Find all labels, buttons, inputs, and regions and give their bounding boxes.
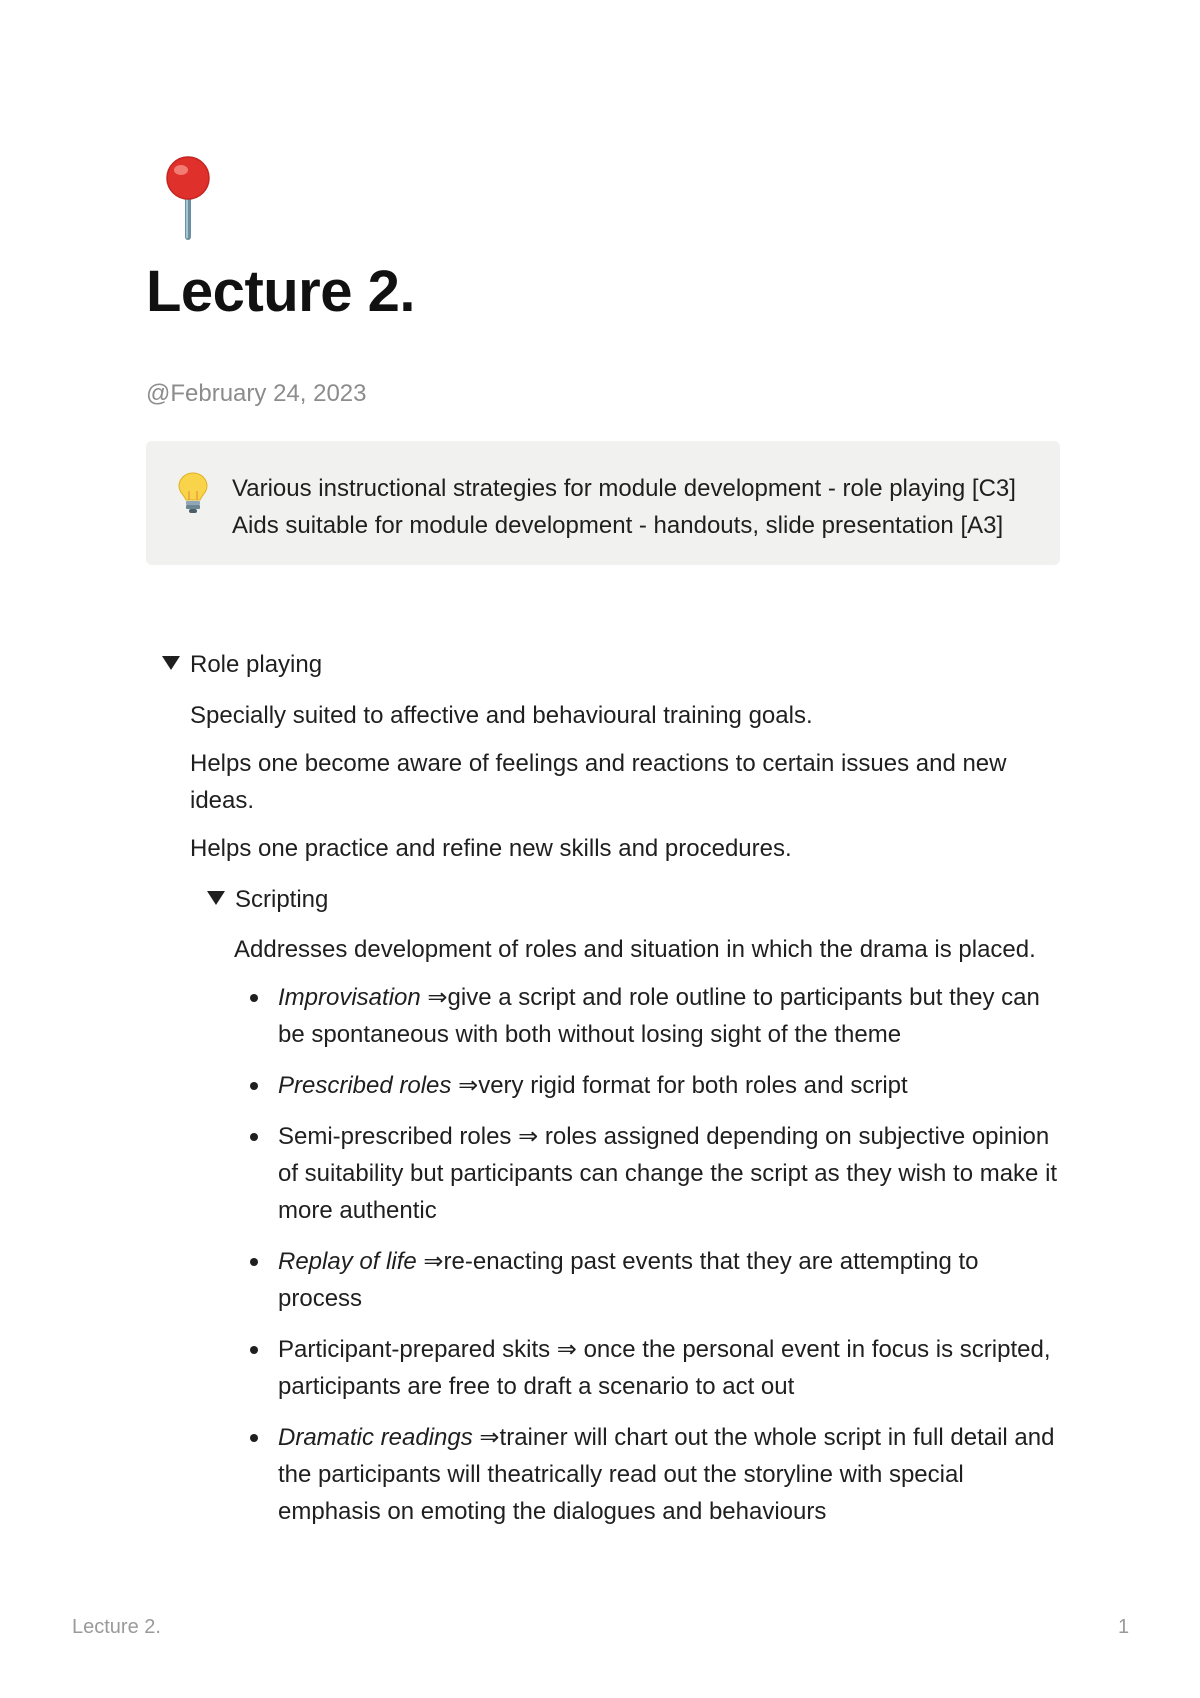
paragraph: Specially suited to affective and behavioural training goals.	[190, 702, 813, 729]
bullet-icon	[250, 1346, 258, 1354]
list-item	[278, 979, 1058, 1053]
arrow: ⇒	[458, 1072, 479, 1099]
callout-line: Aids suitable for module development - handouts, slide presentation [A3]	[232, 512, 1004, 539]
triangle-down-icon[interactable]	[162, 656, 180, 670]
date-property: @February 24, 2023	[146, 380, 367, 407]
item-term: Semi-prescribed roles	[278, 1123, 512, 1150]
arrow: ⇒	[479, 1424, 500, 1451]
arrow: ⇒	[427, 984, 448, 1011]
arrow: ⇒	[518, 1123, 539, 1150]
list-item	[278, 1118, 1058, 1229]
item-term: Participant-prepared skits	[278, 1336, 551, 1363]
item-desc: roles assigned depending on subjective opinion of suitability but participants can change the script as they wish to make it more authentic	[278, 1123, 1058, 1224]
light-bulb-icon	[176, 471, 210, 515]
callout-block	[146, 441, 1060, 565]
item-term: Improvisation	[278, 984, 421, 1011]
toggle-scripting[interactable]	[207, 886, 328, 914]
item-desc: trainer will chart out the whole script in full detail and the participants will theatrically read out the storyline with special emphasis on emoting the dialogues and behaviours	[278, 1424, 1055, 1525]
list-item	[278, 1331, 1058, 1405]
item-desc: once the personal event in focus is scripted, participants are free to draft a scenario to act out	[278, 1336, 1051, 1400]
footer-doc-title: Lecture 2.	[72, 1616, 161, 1638]
bullet-icon	[250, 1133, 258, 1141]
item-term: Dramatic readings	[278, 1424, 473, 1451]
arrow: ⇒	[423, 1248, 444, 1275]
bullet-icon	[250, 994, 258, 1002]
toggle-label: Role playing	[190, 651, 323, 678]
item-term: Replay of life	[278, 1248, 417, 1275]
callout-text	[232, 470, 1016, 544]
item-desc: give a script and role outline to participants but they can be spontaneous with both without losing sight of the theme	[278, 984, 1040, 1048]
callout-line: Various instructional strategies for module development - role playing [C3]	[232, 475, 1016, 502]
list-item	[278, 1243, 1058, 1317]
footer-page-number: 1	[1118, 1616, 1130, 1638]
triangle-down-icon[interactable]	[207, 891, 225, 905]
round-pushpin-icon	[158, 156, 218, 242]
item-desc: re-enacting past events that they are attempting to process	[278, 1248, 979, 1312]
paragraph: Addresses development of roles and situation in which the drama is placed.	[234, 936, 1036, 963]
paragraph: Helps one become aware of feelings and reactions to certain issues and new ideas.	[190, 750, 1007, 814]
item-term: Prescribed roles	[278, 1072, 452, 1099]
bulleted-list	[278, 979, 1058, 1544]
arrow: ⇒	[556, 1336, 577, 1363]
list-item	[278, 1067, 1058, 1104]
bullet-icon	[250, 1082, 258, 1090]
item-desc: very rigid format for both roles and script	[478, 1072, 908, 1099]
bullet-icon	[250, 1434, 258, 1442]
toggle-role-playing[interactable]	[162, 651, 322, 679]
paragraph: Helps one practice and refine new skills and procedures.	[190, 835, 792, 862]
list-item	[278, 1419, 1058, 1530]
page-title: Lecture 2.	[146, 259, 415, 324]
toggle-label: Scripting	[235, 886, 329, 913]
bullet-icon	[250, 1258, 258, 1266]
